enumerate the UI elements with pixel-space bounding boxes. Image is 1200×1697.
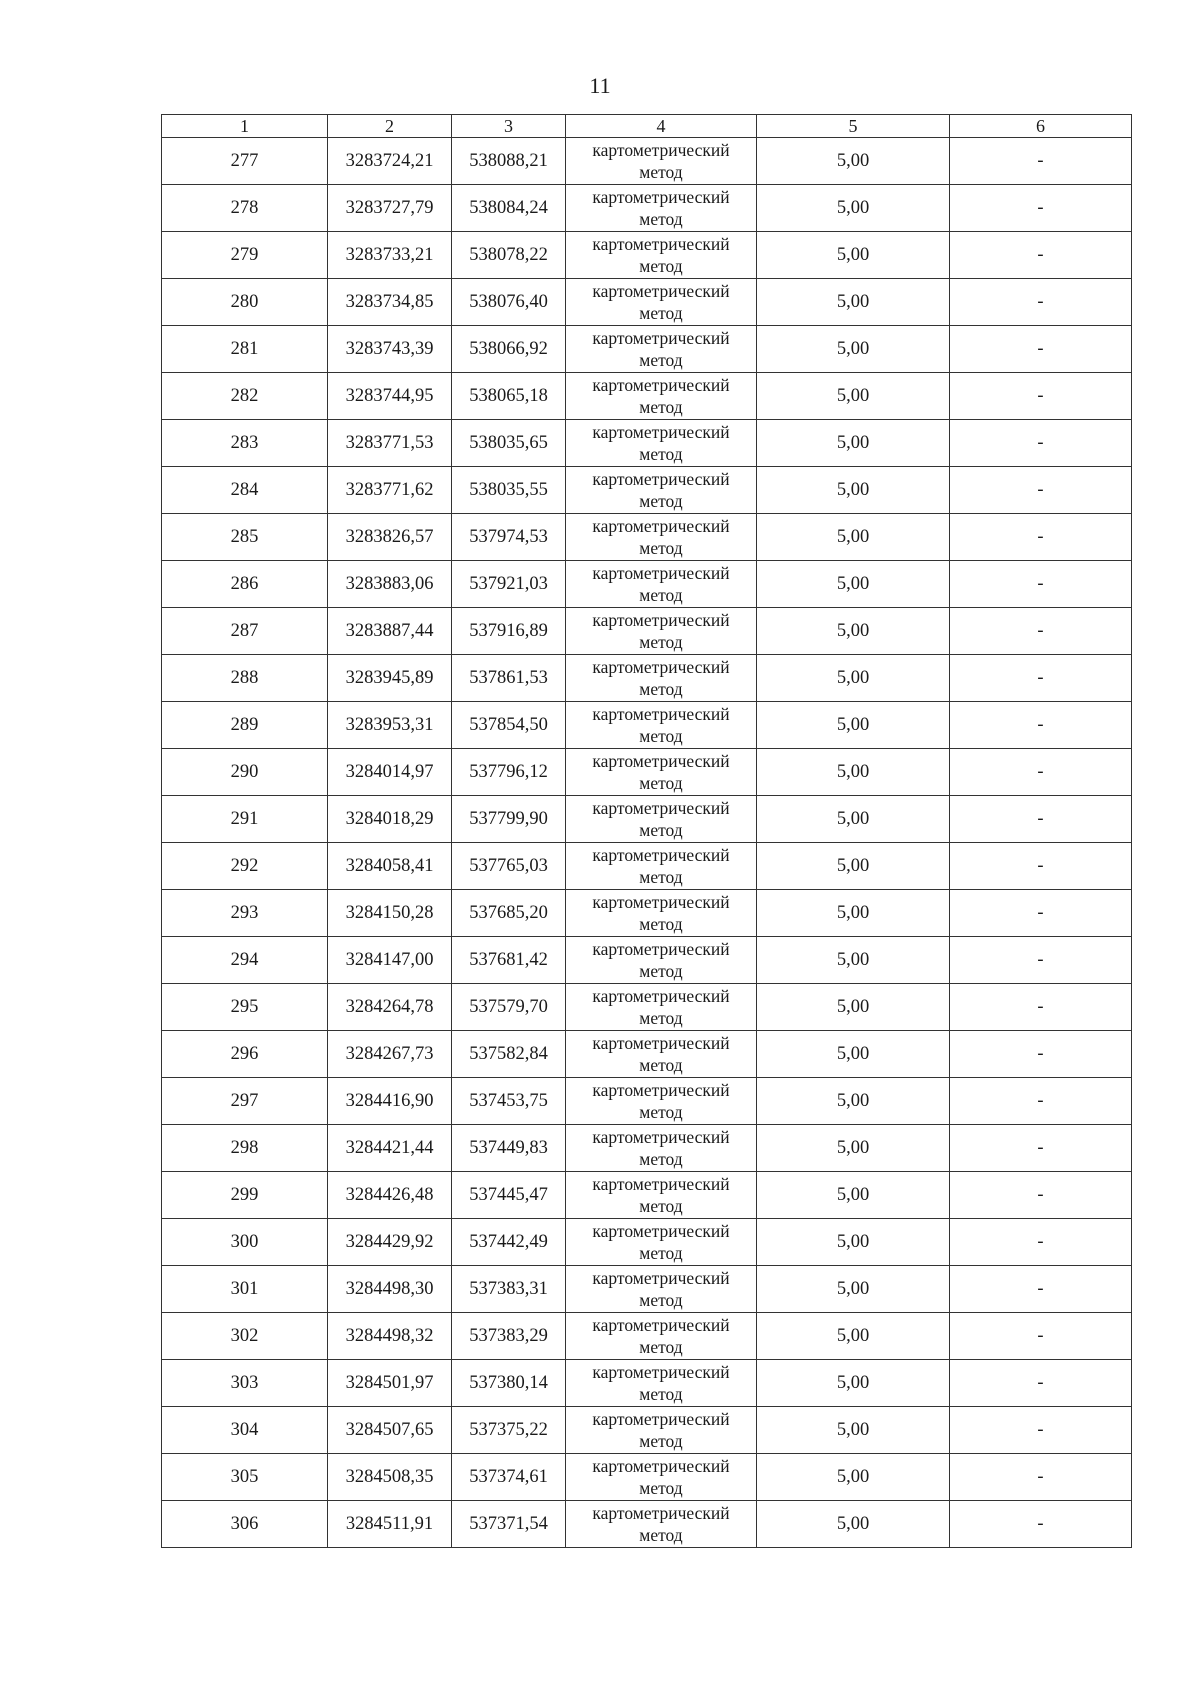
table-row — [162, 1407, 1132, 1454]
point-number-cell: 299 — [162, 1172, 328, 1219]
table-body — [162, 138, 1132, 1548]
y-coordinate-cell: 537579,70 — [452, 984, 566, 1031]
x-coordinate-cell: 3284507,65 — [328, 1407, 452, 1454]
method-line-1: картометрический — [592, 1362, 730, 1382]
table-row — [162, 467, 1132, 514]
point-number-cell: 283 — [162, 420, 328, 467]
point-number-cell: 296 — [162, 1031, 328, 1078]
x-coordinate-cell: 3284264,78 — [328, 984, 452, 1031]
y-coordinate-cell: 538084,24 — [452, 185, 566, 232]
method-line-2: метод — [639, 726, 683, 746]
table-row — [162, 561, 1132, 608]
method-line-1: картометрический — [592, 1174, 730, 1194]
method-cell — [566, 937, 757, 984]
method-line-2: метод — [639, 1431, 683, 1451]
accuracy-cell: 5,00 — [757, 749, 950, 796]
method-cell — [566, 514, 757, 561]
table-row — [162, 796, 1132, 843]
accuracy-cell: 5,00 — [757, 1172, 950, 1219]
note-cell: - — [950, 1407, 1132, 1454]
accuracy-cell: 5,00 — [757, 561, 950, 608]
y-coordinate-cell: 538088,21 — [452, 138, 566, 185]
note-cell: - — [950, 1501, 1132, 1548]
method-line-2: метод — [639, 1525, 683, 1545]
y-coordinate-cell: 538065,18 — [452, 373, 566, 420]
point-number-cell: 285 — [162, 514, 328, 561]
method-line-2: метод — [639, 491, 683, 511]
note-cell: - — [950, 843, 1132, 890]
method-line-2: метод — [639, 914, 683, 934]
method-line-2: метод — [639, 209, 683, 229]
x-coordinate-cell: 3284508,35 — [328, 1454, 452, 1501]
note-cell: - — [950, 1172, 1132, 1219]
method-line-2: метод — [639, 679, 683, 699]
x-coordinate-cell: 3284501,97 — [328, 1360, 452, 1407]
y-coordinate-cell: 537796,12 — [452, 749, 566, 796]
y-coordinate-cell: 538066,92 — [452, 326, 566, 373]
method-line-1: картометрический — [592, 1456, 730, 1476]
point-number-cell: 298 — [162, 1125, 328, 1172]
method-cell — [566, 232, 757, 279]
x-coordinate-cell: 3283743,39 — [328, 326, 452, 373]
method-line-1: картометрический — [592, 1409, 730, 1429]
note-cell: - — [950, 326, 1132, 373]
table-row — [162, 1501, 1132, 1548]
accuracy-cell: 5,00 — [757, 326, 950, 373]
method-line-2: метод — [639, 632, 683, 652]
y-coordinate-cell: 537374,61 — [452, 1454, 566, 1501]
point-number-cell: 280 — [162, 279, 328, 326]
y-coordinate-cell: 537375,22 — [452, 1407, 566, 1454]
column-header: 2 — [328, 115, 452, 138]
method-line-1: картометрический — [592, 657, 730, 677]
method-cell — [566, 373, 757, 420]
method-line-1: картометрический — [592, 140, 730, 160]
note-cell: - — [950, 561, 1132, 608]
method-line-2: метод — [639, 1102, 683, 1122]
method-cell — [566, 749, 757, 796]
note-cell: - — [950, 937, 1132, 984]
note-cell: - — [950, 185, 1132, 232]
y-coordinate-cell: 537383,29 — [452, 1313, 566, 1360]
accuracy-cell: 5,00 — [757, 1360, 950, 1407]
accuracy-cell: 5,00 — [757, 420, 950, 467]
method-line-1: картометрический — [592, 328, 730, 348]
y-coordinate-cell: 537974,53 — [452, 514, 566, 561]
x-coordinate-cell: 3283733,21 — [328, 232, 452, 279]
x-coordinate-cell: 3283945,89 — [328, 655, 452, 702]
method-cell — [566, 467, 757, 514]
method-cell — [566, 655, 757, 702]
table-row — [162, 608, 1132, 655]
x-coordinate-cell: 3284511,91 — [328, 1501, 452, 1548]
accuracy-cell: 5,00 — [757, 1454, 950, 1501]
column-header: 5 — [757, 115, 950, 138]
y-coordinate-cell: 538035,55 — [452, 467, 566, 514]
x-coordinate-cell: 3283953,31 — [328, 702, 452, 749]
table-row — [162, 1360, 1132, 1407]
accuracy-cell: 5,00 — [757, 279, 950, 326]
point-number-cell: 293 — [162, 890, 328, 937]
method-cell — [566, 1266, 757, 1313]
table-row — [162, 655, 1132, 702]
method-cell — [566, 796, 757, 843]
note-cell: - — [950, 796, 1132, 843]
method-line-1: картометрический — [592, 281, 730, 301]
point-number-cell: 287 — [162, 608, 328, 655]
table-row — [162, 373, 1132, 420]
note-cell: - — [950, 749, 1132, 796]
method-cell — [566, 1454, 757, 1501]
table-row — [162, 702, 1132, 749]
method-cell — [566, 608, 757, 655]
point-number-cell: 279 — [162, 232, 328, 279]
note-cell: - — [950, 1266, 1132, 1313]
accuracy-cell: 5,00 — [757, 373, 950, 420]
note-cell: - — [950, 1125, 1132, 1172]
accuracy-cell: 5,00 — [757, 608, 950, 655]
accuracy-cell: 5,00 — [757, 1078, 950, 1125]
method-line-2: метод — [639, 397, 683, 417]
x-coordinate-cell: 3284058,41 — [328, 843, 452, 890]
method-cell — [566, 984, 757, 1031]
method-line-2: метод — [639, 1149, 683, 1169]
table-row — [162, 1266, 1132, 1313]
x-coordinate-cell: 3283771,62 — [328, 467, 452, 514]
table-row — [162, 1172, 1132, 1219]
accuracy-cell: 5,00 — [757, 984, 950, 1031]
table-row — [162, 326, 1132, 373]
method-cell — [566, 702, 757, 749]
y-coordinate-cell: 538076,40 — [452, 279, 566, 326]
accuracy-cell: 5,00 — [757, 937, 950, 984]
accuracy-cell: 5,00 — [757, 1313, 950, 1360]
accuracy-cell: 5,00 — [757, 655, 950, 702]
note-cell: - — [950, 1031, 1132, 1078]
method-line-2: метод — [639, 1478, 683, 1498]
method-line-1: картометрический — [592, 1080, 730, 1100]
point-number-cell: 295 — [162, 984, 328, 1031]
note-cell: - — [950, 890, 1132, 937]
note-cell: - — [950, 702, 1132, 749]
method-cell — [566, 561, 757, 608]
point-number-cell: 282 — [162, 373, 328, 420]
table-row — [162, 1031, 1132, 1078]
method-line-1: картометрический — [592, 845, 730, 865]
note-cell: - — [950, 1313, 1132, 1360]
table-row — [162, 232, 1132, 279]
y-coordinate-cell: 537916,89 — [452, 608, 566, 655]
method-cell — [566, 279, 757, 326]
table-row — [162, 1219, 1132, 1266]
method-cell — [566, 1501, 757, 1548]
note-cell: - — [950, 138, 1132, 185]
note-cell: - — [950, 232, 1132, 279]
method-cell — [566, 1172, 757, 1219]
note-cell: - — [950, 420, 1132, 467]
x-coordinate-cell: 3283724,21 — [328, 138, 452, 185]
y-coordinate-cell: 537799,90 — [452, 796, 566, 843]
x-coordinate-cell: 3284416,90 — [328, 1078, 452, 1125]
accuracy-cell: 5,00 — [757, 890, 950, 937]
point-number-cell: 305 — [162, 1454, 328, 1501]
table-row — [162, 514, 1132, 561]
method-cell — [566, 1078, 757, 1125]
method-line-1: картометрический — [592, 892, 730, 912]
table-row — [162, 420, 1132, 467]
accuracy-cell: 5,00 — [757, 1031, 950, 1078]
point-number-cell: 281 — [162, 326, 328, 373]
x-coordinate-cell: 3283883,06 — [328, 561, 452, 608]
table-row — [162, 937, 1132, 984]
table-row — [162, 984, 1132, 1031]
method-line-1: картометрический — [592, 1127, 730, 1147]
column-header: 3 — [452, 115, 566, 138]
method-line-1: картометрический — [592, 187, 730, 207]
y-coordinate-cell: 537685,20 — [452, 890, 566, 937]
y-coordinate-cell: 537582,84 — [452, 1031, 566, 1078]
method-line-1: картометрический — [592, 1503, 730, 1523]
x-coordinate-cell: 3284421,44 — [328, 1125, 452, 1172]
point-number-cell: 302 — [162, 1313, 328, 1360]
point-number-cell: 301 — [162, 1266, 328, 1313]
point-number-cell: 284 — [162, 467, 328, 514]
method-cell — [566, 1360, 757, 1407]
x-coordinate-cell: 3283887,44 — [328, 608, 452, 655]
accuracy-cell: 5,00 — [757, 514, 950, 561]
method-line-2: метод — [639, 1290, 683, 1310]
y-coordinate-cell: 537854,50 — [452, 702, 566, 749]
method-line-2: метод — [639, 820, 683, 840]
method-cell — [566, 1125, 757, 1172]
method-line-1: картометрический — [592, 516, 730, 536]
method-line-1: картометрический — [592, 751, 730, 771]
x-coordinate-cell: 3284150,28 — [328, 890, 452, 937]
y-coordinate-cell: 537453,75 — [452, 1078, 566, 1125]
y-coordinate-cell: 537445,47 — [452, 1172, 566, 1219]
y-coordinate-cell: 537383,31 — [452, 1266, 566, 1313]
point-number-cell: 288 — [162, 655, 328, 702]
point-number-cell: 303 — [162, 1360, 328, 1407]
method-line-2: метод — [639, 162, 683, 182]
accuracy-cell: 5,00 — [757, 796, 950, 843]
point-number-cell: 306 — [162, 1501, 328, 1548]
table-row — [162, 1125, 1132, 1172]
method-cell — [566, 1219, 757, 1266]
method-line-2: метод — [639, 538, 683, 558]
x-coordinate-cell: 3283734,85 — [328, 279, 452, 326]
method-cell — [566, 1031, 757, 1078]
note-cell: - — [950, 373, 1132, 420]
note-cell: - — [950, 1219, 1132, 1266]
accuracy-cell: 5,00 — [757, 1125, 950, 1172]
method-line-1: картометрический — [592, 422, 730, 442]
table-row — [162, 1078, 1132, 1125]
accuracy-cell: 5,00 — [757, 1266, 950, 1313]
accuracy-cell: 5,00 — [757, 1219, 950, 1266]
accuracy-cell: 5,00 — [757, 185, 950, 232]
method-cell — [566, 138, 757, 185]
x-coordinate-cell: 3283727,79 — [328, 185, 452, 232]
point-number-cell: 289 — [162, 702, 328, 749]
coordinates-table — [161, 114, 1132, 1548]
y-coordinate-cell: 538078,22 — [452, 232, 566, 279]
method-line-1: картометрический — [592, 939, 730, 959]
x-coordinate-cell: 3283826,57 — [328, 514, 452, 561]
method-line-2: метод — [639, 585, 683, 605]
method-line-2: метод — [639, 1008, 683, 1028]
page-number: 11 — [589, 73, 611, 98]
y-coordinate-cell: 538035,65 — [452, 420, 566, 467]
method-line-1: картометрический — [592, 986, 730, 1006]
x-coordinate-cell: 3284426,48 — [328, 1172, 452, 1219]
method-line-2: метод — [639, 444, 683, 464]
accuracy-cell: 5,00 — [757, 467, 950, 514]
table-row — [162, 843, 1132, 890]
note-cell: - — [950, 655, 1132, 702]
table-row — [162, 138, 1132, 185]
accuracy-cell: 5,00 — [757, 138, 950, 185]
method-line-1: картометрический — [592, 798, 730, 818]
y-coordinate-cell: 537371,54 — [452, 1501, 566, 1548]
method-line-2: метод — [639, 1384, 683, 1404]
method-line-1: картометрический — [592, 375, 730, 395]
note-cell: - — [950, 608, 1132, 655]
method-line-2: метод — [639, 961, 683, 981]
method-line-2: метод — [639, 867, 683, 887]
y-coordinate-cell: 537380,14 — [452, 1360, 566, 1407]
method-cell — [566, 326, 757, 373]
method-line-1: картометрический — [592, 1268, 730, 1288]
accuracy-cell: 5,00 — [757, 1407, 950, 1454]
y-coordinate-cell: 537921,03 — [452, 561, 566, 608]
note-cell: - — [950, 1360, 1132, 1407]
table-row — [162, 1313, 1132, 1360]
method-cell — [566, 890, 757, 937]
method-line-1: картометрический — [592, 610, 730, 630]
point-number-cell: 277 — [162, 138, 328, 185]
point-number-cell: 294 — [162, 937, 328, 984]
table-row — [162, 185, 1132, 232]
y-coordinate-cell: 537681,42 — [452, 937, 566, 984]
x-coordinate-cell: 3284147,00 — [328, 937, 452, 984]
column-header: 6 — [950, 115, 1132, 138]
note-cell: - — [950, 514, 1132, 561]
method-line-1: картометрический — [592, 1221, 730, 1241]
accuracy-cell: 5,00 — [757, 1501, 950, 1548]
accuracy-cell: 5,00 — [757, 702, 950, 749]
x-coordinate-cell: 3284498,30 — [328, 1266, 452, 1313]
x-coordinate-cell: 3284014,97 — [328, 749, 452, 796]
x-coordinate-cell: 3283771,53 — [328, 420, 452, 467]
note-cell: - — [950, 984, 1132, 1031]
point-number-cell: 292 — [162, 843, 328, 890]
y-coordinate-cell: 537442,49 — [452, 1219, 566, 1266]
method-line-1: картометрический — [592, 469, 730, 489]
column-header: 1 — [162, 115, 328, 138]
method-cell — [566, 1407, 757, 1454]
method-line-2: метод — [639, 256, 683, 276]
y-coordinate-cell: 537449,83 — [452, 1125, 566, 1172]
table-row — [162, 890, 1132, 937]
column-header: 4 — [566, 115, 757, 138]
method-cell — [566, 843, 757, 890]
x-coordinate-cell: 3284267,73 — [328, 1031, 452, 1078]
method-line-1: картометрический — [592, 1033, 730, 1053]
method-line-2: метод — [639, 303, 683, 323]
x-coordinate-cell: 3283744,95 — [328, 373, 452, 420]
x-coordinate-cell: 3284018,29 — [328, 796, 452, 843]
accuracy-cell: 5,00 — [757, 843, 950, 890]
method-cell — [566, 1313, 757, 1360]
point-number-cell: 290 — [162, 749, 328, 796]
point-number-cell: 286 — [162, 561, 328, 608]
x-coordinate-cell: 3284498,32 — [328, 1313, 452, 1360]
method-cell — [566, 185, 757, 232]
table-header-row — [162, 115, 1132, 138]
y-coordinate-cell: 537861,53 — [452, 655, 566, 702]
method-line-2: метод — [639, 1337, 683, 1357]
table-row — [162, 749, 1132, 796]
method-line-2: метод — [639, 1243, 683, 1263]
y-coordinate-cell: 537765,03 — [452, 843, 566, 890]
method-line-1: картометрический — [592, 563, 730, 583]
method-line-1: картометрический — [592, 234, 730, 254]
method-line-2: метод — [639, 1196, 683, 1216]
note-cell: - — [950, 279, 1132, 326]
method-line-2: метод — [639, 1055, 683, 1075]
accuracy-cell: 5,00 — [757, 232, 950, 279]
table-row — [162, 279, 1132, 326]
point-number-cell: 278 — [162, 185, 328, 232]
point-number-cell: 300 — [162, 1219, 328, 1266]
method-line-2: метод — [639, 773, 683, 793]
table-row — [162, 1454, 1132, 1501]
point-number-cell: 297 — [162, 1078, 328, 1125]
note-cell: - — [950, 1454, 1132, 1501]
note-cell: - — [950, 467, 1132, 514]
method-line-1: картометрический — [592, 704, 730, 724]
note-cell: - — [950, 1078, 1132, 1125]
x-coordinate-cell: 3284429,92 — [328, 1219, 452, 1266]
method-line-2: метод — [639, 350, 683, 370]
point-number-cell: 304 — [162, 1407, 328, 1454]
method-cell — [566, 420, 757, 467]
point-number-cell: 291 — [162, 796, 328, 843]
method-line-1: картометрический — [592, 1315, 730, 1335]
